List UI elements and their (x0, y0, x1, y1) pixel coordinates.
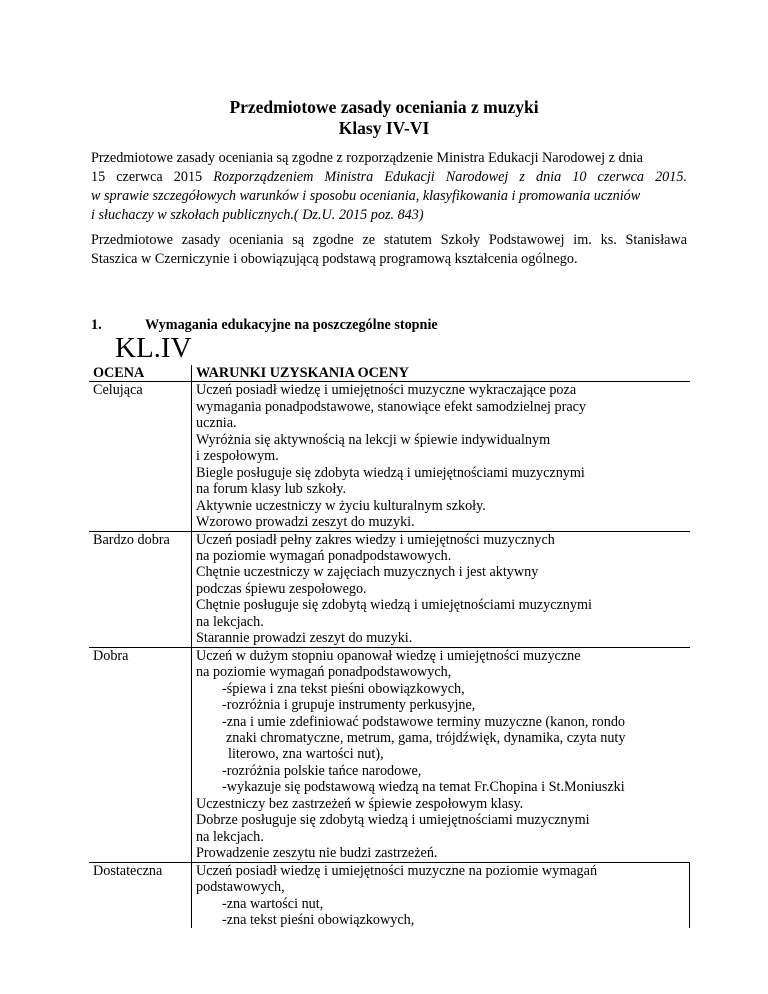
condition-line: Starannie prowadzi zeszyt do muzyki. (196, 630, 413, 647)
condition-line: na lekcjach. (196, 613, 264, 630)
condition-line: wymagania ponadpodstawowe, stanowiące efekt samodzielnej pracy (196, 398, 587, 415)
conditions-cell (192, 531, 690, 647)
condition-line: na poziomie wymagań ponadpodstawowych, (196, 664, 452, 681)
grade-cell: Bardzo dobra (89, 531, 192, 647)
table-row-dobra (89, 647, 690, 862)
document-title: Przedmiotowe zasady oceniania z muzyki (229, 97, 539, 117)
condition-line: -rozróżnia i grupuje instrumenty perkusyjne, (222, 697, 476, 714)
conditions-cell (192, 647, 690, 862)
condition-line: Chętnie uczestniczy w zajęciach muzycznych i jest aktywny (196, 564, 539, 581)
condition-line: Prowadzenie zeszytu nie budzi zastrzeżeń. (196, 845, 438, 862)
class-heading: KL.IV (115, 332, 192, 364)
condition-line: na forum klasy lub szkoły. (196, 481, 346, 498)
header-cell-conditions: WARUNKI UZYSKANIA OCENY (196, 365, 409, 381)
condition-line: podczas śpiewu zespołowego. (196, 580, 367, 597)
condition-line: Chętnie posługuje się zdobytą wiedzą i umiejętnościami muzycznymi (196, 597, 592, 614)
condition-line: Uczestniczy bez zastrzeżeń w śpiewie zespołowym klasy. (196, 795, 524, 812)
condition-line: -śpiewa i zna tekst pieśni obowiązkowych, (222, 680, 465, 697)
condition-line: -wykazuje się podstawową wiedzą na temat Fr.Chopina i St.Moniuszki (222, 779, 625, 796)
section-title: Wymagania edukacyjne na poszczególne stopnie (145, 317, 438, 333)
condition-line: -zna wartości nut, (222, 895, 324, 912)
intro-p1-line-1: Przedmiotowe zasady oceniania są zgodne z rozporządzenie Ministra Edukacji Narodowej z dnia (91, 150, 643, 166)
condition-line: -zna i umie zdefiniować podstawowe terminy muzyczne (kanon, rondo (222, 713, 626, 730)
conditions-cell (192, 382, 690, 531)
condition-line: na lekcjach. (196, 828, 264, 845)
grade-cell: Dobra (89, 647, 192, 862)
condition-line: Uczeń posiadł wiedzę i umiejętności muzyczne wykraczające poza (196, 382, 577, 399)
intro-p1-line-2-plain: 15 czerwca 2015 (91, 169, 214, 185)
intro-paragraph-1 (91, 149, 687, 225)
condition-line: -zna tekst pieśni obowiązkowych, (222, 911, 415, 928)
grades-table (89, 365, 690, 928)
condition-line: Biegle posługuje się zdobyta wiedzą i umiejętnościami muzycznymi (196, 464, 585, 481)
condition-line: Aktywnie uczestniczy w życiu kulturalnym szkoły. (196, 497, 486, 514)
intro-p1-line-2 (91, 168, 687, 187)
grade-cell: Celująca (89, 382, 192, 531)
header-cell-grade: OCENA (89, 365, 192, 382)
document-title-block (0, 97, 768, 139)
condition-line: podstawowych, (196, 879, 285, 896)
document-subtitle: Klasy IV-VI (338, 118, 430, 138)
table-header-row (89, 365, 690, 382)
condition-line: ucznia. (196, 415, 237, 432)
condition-line: i zespołowym. (196, 448, 279, 465)
section-number: 1. (91, 317, 102, 333)
intro-p2-line-1: Przedmiotowe zasady oceniania są zgodne ze statutem Szkoły Podstawowej im. ks. Stanisława (91, 232, 687, 248)
intro-p1-line-4: i słuchaczy w szkołach publicznych.( Dz.U. 2015 poz. 843) (91, 207, 424, 223)
condition-line: Uczeń posiadł wiedzę i umiejętności muzyczne na poziomie wymagań (196, 862, 598, 879)
table-row-celujaca (89, 382, 690, 531)
intro-p2-line-2: Staszica w Czerniczynie i obowiązującą podstawą programową kształcenia ogólnego. (91, 251, 578, 267)
condition-line: na poziomie wymagań ponadpodstawowych. (196, 547, 452, 564)
condition-line: Dobrze posługuje się zdobytą wiedzą i umiejętnościami muzycznymi (196, 812, 590, 829)
intro-p1-line-2-italic: Rozporządzeniem Ministra Edukacji Narodowej z dnia 10 czerwca 2015. (213, 169, 687, 185)
intro-paragraph-2 (91, 231, 687, 269)
table-row-bardzo-dobra (89, 531, 690, 647)
intro-p1-line-3: w sprawie szczegółowych warunków i sposobu oceniania, klasyfikowania i promowania uczniów (91, 188, 641, 204)
condition-line: znaki chromatyczne, metrum, gama, trójdźwięk, dynamika, czyta nuty (226, 729, 626, 746)
condition-line: -rozróżnia polskie tańce narodowe, (222, 762, 422, 779)
conditions-cell (192, 862, 690, 928)
condition-line: literowo, zna wartości nut), (228, 746, 384, 763)
table-row-dostateczna (89, 862, 690, 928)
condition-line: Uczeń posiadł pełny zakres wiedzy i umiejętności muzycznych (196, 531, 555, 548)
condition-line: Wzorowo prowadzi zeszyt do muzyki. (196, 514, 415, 531)
condition-line: Uczeń w dużym stopniu opanował wiedzę i umiejętności muzyczne (196, 647, 581, 664)
condition-line: Wyróżnia się aktywnością na lekcji w śpiewie indywidualnym (196, 431, 551, 448)
grade-cell: Dostateczna (89, 862, 192, 928)
